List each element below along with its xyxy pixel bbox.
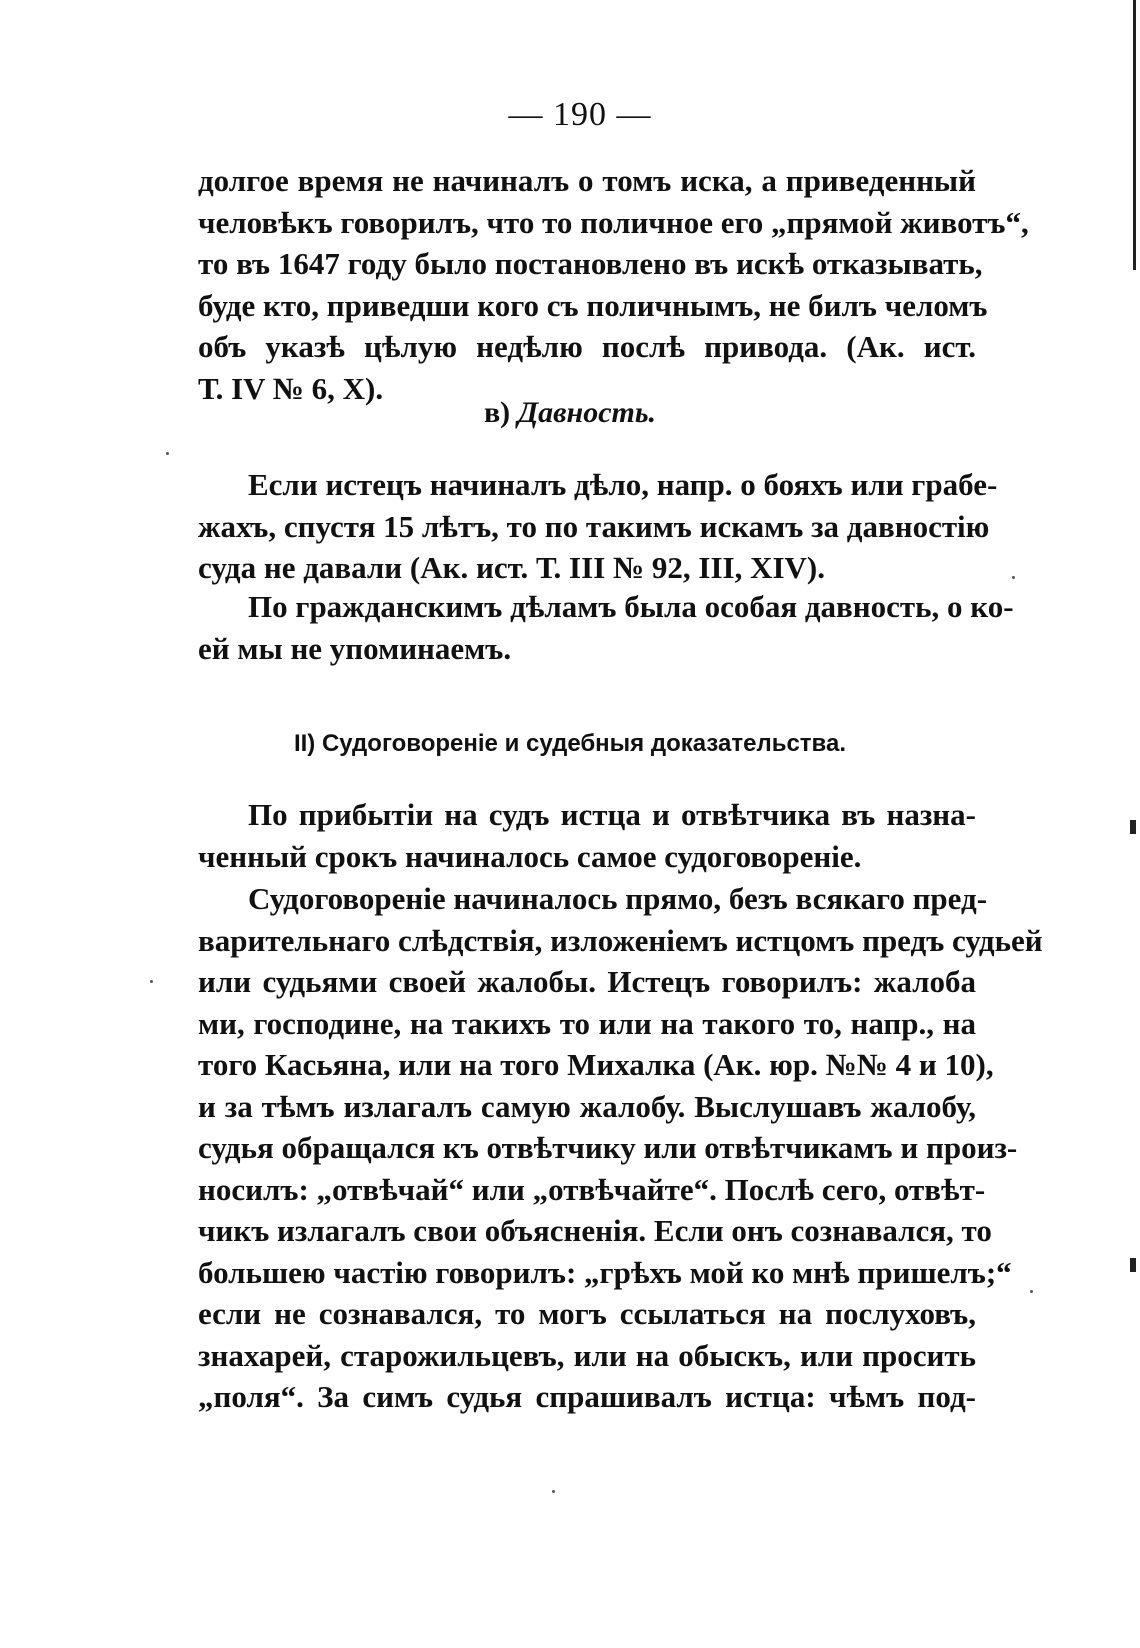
scan-speck (552, 1490, 555, 1493)
scan-edge-mark (1130, 820, 1136, 834)
text-line: Судоговореніе начиналось прямо, безъ всякаго пред- (248, 881, 988, 916)
text-line: судья обращался къ отвѣтчику или отвѣтчикамъ и произ- (198, 1130, 1018, 1165)
text-line: и за тѣмъ излагалъ самую жалобу. Выслушавъ жалобу, (198, 1088, 976, 1124)
text-line: если не сознавался, то могъ ссылаться на послуховъ, (198, 1296, 976, 1331)
text-line: ми, господине, на такихъ то или на такого то, напр., на (198, 1005, 976, 1041)
text-line: варительнаго слѣдствія, изложеніемъ истцомъ предъ судьей (198, 922, 1043, 958)
scan-speck (166, 452, 169, 455)
scan-edge-mark (1133, 0, 1136, 270)
paragraph-proceedings (198, 878, 1043, 1418)
text-line: то въ 1647 году было постановлено въ искѣ отказывать, (198, 246, 983, 281)
text-line: знахарей, старожильцевъ, или на обыскъ, или просить (198, 1337, 976, 1373)
text-line: По прибытіи на судъ истца и отвѣтчика въ назна- (248, 797, 976, 832)
scan-speck (1012, 576, 1015, 579)
text-line: „поля“. За симъ судья спрашивалъ истца: чѣмъ под- (198, 1379, 976, 1414)
page-number: — 190 — (508, 96, 652, 133)
text-line: или судьями своей жалобы. Истецъ говорилъ: жалоба (198, 964, 976, 999)
subheading-prefix: в) (483, 396, 511, 429)
text-line: По гражданскимъ дѣламъ была особая давность, о ко- (248, 589, 1014, 624)
subheading-davnost (0, 396, 1140, 430)
text-line: Если истецъ начиналъ дѣло, напр. о бояхъ или грабе- (248, 467, 998, 502)
text-line: ей мы не упоминаемъ. (198, 630, 512, 666)
text-line: суда не давали (Ак. ист. Т. III № 92, III, XIV). (198, 550, 826, 585)
text-line: чикъ излагалъ свои объясненія. Если онъ сознавался, то (198, 1213, 992, 1248)
paragraph-arrival (198, 794, 976, 877)
paragraph-davnost (198, 464, 998, 589)
text-line: большею частію говорилъ: „грѣхъ мой ко мнѣ пришелъ;“ (198, 1254, 1012, 1290)
subheading-title: Давность. (517, 396, 657, 429)
scan-edge-mark (1130, 1258, 1136, 1272)
scan-speck (150, 980, 153, 983)
text-line: буде кто, приведши кого съ поличнымъ, не билъ челомъ (198, 287, 988, 323)
text-line: Т. IV № 6, X). (198, 370, 384, 406)
paragraph-civil-cases (198, 586, 1014, 669)
text-line: того Касьяна, или на того Михалка (Ак. юр. №№ 4 и 10), (198, 1047, 994, 1082)
text-line: носилъ: „отвѣчай“ или „отвѣчайте“. Послѣ сего, отвѣт- (198, 1171, 986, 1207)
text-line: ченный срокъ начиналось самое судоговореніе. (198, 838, 862, 874)
text-line: жахъ, спустя 15 лѣтъ, то по такимъ искамъ за давностію (198, 508, 990, 544)
text-line: объ указѣ цѣлую недѣлю послѣ привода. (Ак. ист. (198, 329, 976, 364)
section-heading: II) Судоговореніе и судебныя доказательства. (293, 730, 847, 757)
paragraph-continuation (198, 160, 1029, 409)
scan-speck (1030, 1290, 1033, 1293)
text-line: долгое время не начиналъ о томъ иска, а приведенный (198, 163, 976, 198)
text-line: человѣкъ говорилъ, что то поличное его „прямой животъ“, (198, 204, 1029, 240)
